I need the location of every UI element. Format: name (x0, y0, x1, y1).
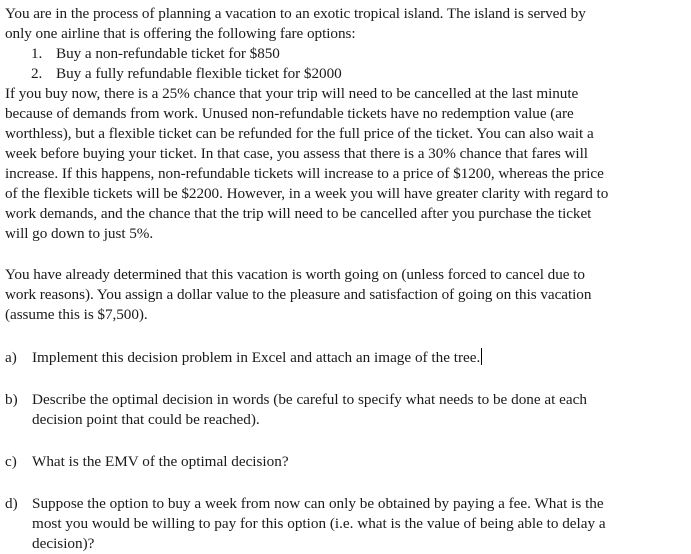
value-line: You have already determined that this vacation is worth going on (unless forced to cancel due to (5, 266, 585, 283)
question-d (5, 494, 688, 554)
intro-line: You are in the process of planning a vacation to an exotic tropical island. The island is served by (5, 5, 586, 22)
fare-option (5, 44, 688, 64)
question-b (5, 390, 688, 430)
option-number: 1. (31, 45, 43, 62)
question-c (5, 452, 688, 472)
scenario-line: will go down to just 5%. (5, 225, 154, 242)
scenario-line: because of demands from work. Unused non-refundable tickets have no redemption value (are (5, 105, 574, 122)
intro-line: only one airline that is offering the following fare options: (5, 25, 356, 42)
scenario-line: worthless), but a flexible ticket can be refunded for the full price of the ticket. You can also wait a (5, 125, 594, 142)
value-line: work reasons). You assign a dollar value to the pleasure and satisfaction of going on this vacation (5, 286, 592, 303)
scenario-line: If you buy now, there is a 25% chance that your trip will need to be cancelled at the last minute (5, 85, 579, 102)
question-label: b) (5, 391, 18, 408)
question-text: Implement this decision problem in Excel and attach an image of the tree. (32, 349, 481, 366)
question-line[interactable] (32, 348, 688, 368)
question-line: Describe the optimal decision in words (be careful to specify what needs to be done at each (32, 391, 587, 408)
scenario-line: work demands, and the chance that the trip will need to be cancelled after you purchase the ticket (5, 205, 592, 222)
fare-option (5, 64, 688, 84)
scenario-line: week before buying your ticket. In that case, you assess that there is a 30% chance that fares will (5, 145, 588, 162)
question-line: decision)? (32, 535, 95, 552)
text-cursor (481, 348, 482, 365)
value-paragraph (5, 265, 688, 325)
option-text: Buy a non-refundable ticket for $850 (56, 45, 280, 62)
question-a (5, 348, 688, 368)
document-page (5, 4, 688, 554)
question-line: What is the EMV of the optimal decision? (32, 453, 289, 470)
value-line: (assume this is $7,500). (5, 306, 148, 323)
intro-paragraph (5, 4, 688, 44)
question-line: Suppose the option to buy a week from now can only be obtained by paying a fee. What is the (32, 495, 604, 512)
question-line: decision point that could be reached). (32, 411, 260, 428)
option-text: Buy a fully refundable flexible ticket for $2000 (56, 65, 342, 82)
question-label: c) (5, 453, 17, 470)
scenario-paragraph (5, 84, 688, 244)
option-number: 2. (31, 65, 43, 82)
question-label: d) (5, 495, 18, 512)
fare-options-list (5, 44, 688, 84)
scenario-line: increase. If this happens, non-refundable tickets will increase to a price of $1200, whereas the price (5, 165, 604, 182)
question-label: a) (5, 349, 17, 366)
question-line: most you would be willing to pay for this option (i.e. what is the value of being able to delay a (32, 515, 606, 532)
scenario-line: of the flexible tickets will be $2200. However, in a week you will have greater clarity with regard to (5, 185, 609, 202)
